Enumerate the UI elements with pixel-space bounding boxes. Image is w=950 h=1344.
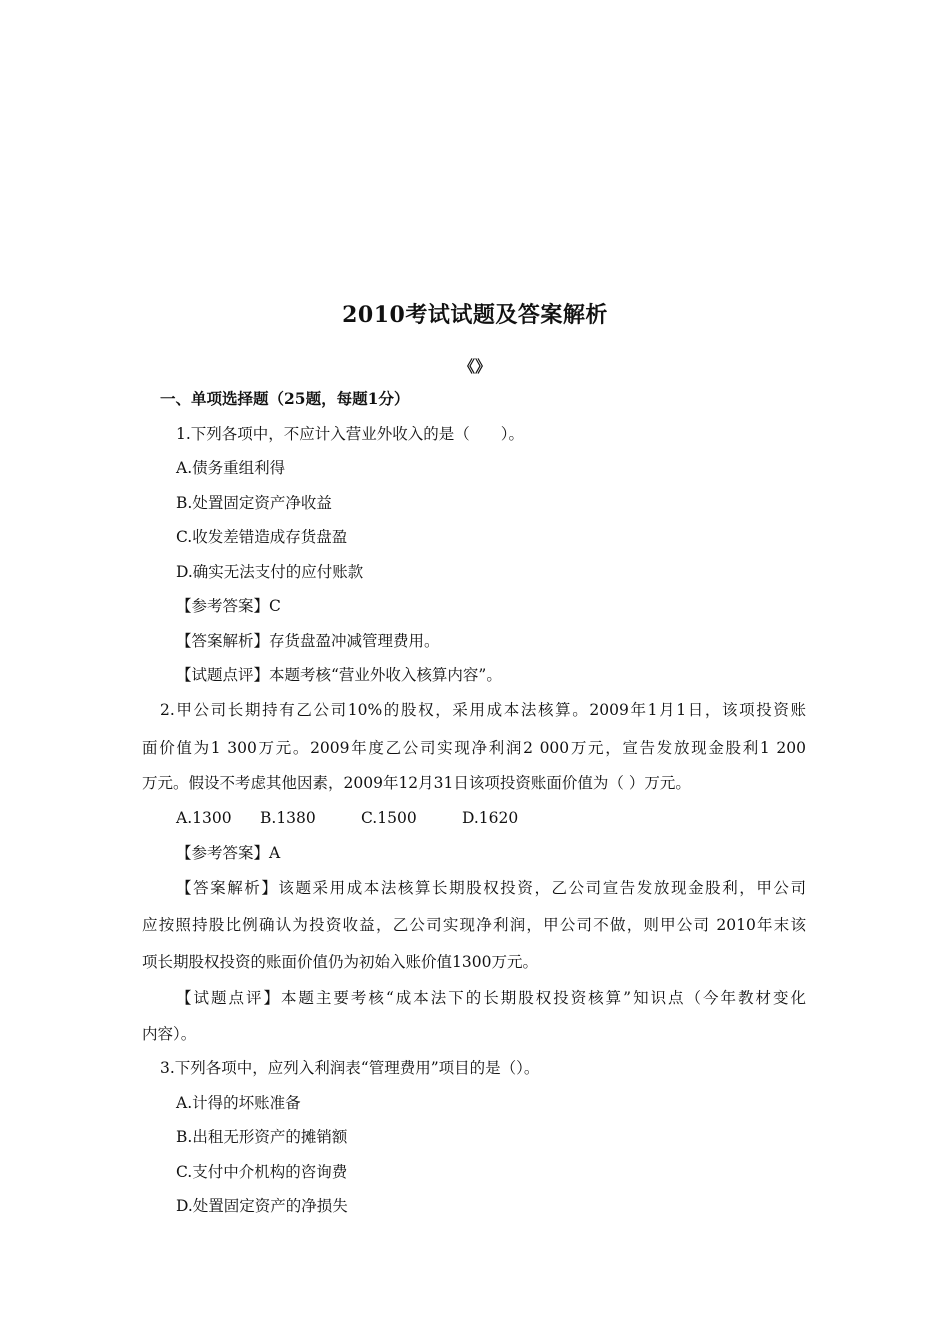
q3-option-c: C.支付中介机构的咨询费	[176, 1163, 348, 1181]
section-heading: 一、单项选择题（25题，每题1分）	[160, 389, 410, 408]
q1-option-a: A.债务重组利得	[176, 459, 286, 477]
q1-comment: 【试题点评】本题考核“营业外收入核算内容”。	[176, 666, 502, 684]
q3-stem: 3.下列各项中，应列入利润表“管理费用”项目的是（）。	[160, 1059, 540, 1077]
q2-stem-line-1: 2.甲公司长期持有乙公司10%的股权，采用成本法核算。2009年1月1日，该项投资账	[160, 701, 806, 719]
q2-analysis-line-3: 项长期股权投资的账面价值仍为初始入账价值1300万元。	[142, 953, 538, 971]
q2-comment-line-2: 内容）。	[142, 1025, 197, 1043]
q2-option-b: B.1380	[260, 809, 316, 827]
q2-answer: 【参考答案】A	[176, 844, 281, 862]
q1-analysis: 【答案解析】存货盘盈冲减管理费用。	[176, 632, 440, 650]
q1-answer: 【参考答案】C	[176, 597, 281, 615]
document-title: 2010考试试题及答案解析	[342, 302, 608, 328]
q3-option-b: B.出租无形资产的摊销额	[176, 1128, 348, 1146]
q3-option-a: A.计得的坏账准备	[176, 1094, 301, 1112]
q2-comment-line-1: 【试题点评】本题主要考核“成本法下的长期股权投资核算”知识点（今年教材变化	[176, 989, 806, 1007]
q1-option-c: C.收发差错造成存货盘盈	[176, 528, 348, 546]
q2-option-c: C.1500	[361, 809, 417, 827]
document-subtitle: 《》	[458, 357, 491, 376]
q2-analysis-line-1: 【答案解析】该题采用成本法核算长期股权投资，乙公司宣告发放现金股利，甲公司	[176, 879, 806, 897]
q2-stem-line-2: 面价值为1 300万元。2009年度乙公司实现净利润2 000万元，宣告发放现金股利1 200	[142, 739, 806, 757]
q2-stem-line-3: 万元。假设不考虑其他因素，2009年12月31日该项投资账面价值为（ ）万元。	[142, 774, 691, 792]
q1-stem: 1.下列各项中，不应计入营业外收入的是（ ）。	[176, 425, 525, 443]
q2-option-a: A.1300	[176, 809, 232, 827]
q1-option-d: D.确实无法支付的应付账款	[176, 563, 364, 581]
q3-option-d: D.处置固定资产的净损失	[176, 1197, 348, 1215]
q2-option-d: D.1620	[462, 809, 519, 827]
q1-option-b: B.处置固定资产净收益	[176, 494, 332, 512]
q2-analysis-line-2: 应按照持股比例确认为投资收益，乙公司实现净利润，甲公司不做，则甲公司 2010年末该	[142, 916, 806, 934]
